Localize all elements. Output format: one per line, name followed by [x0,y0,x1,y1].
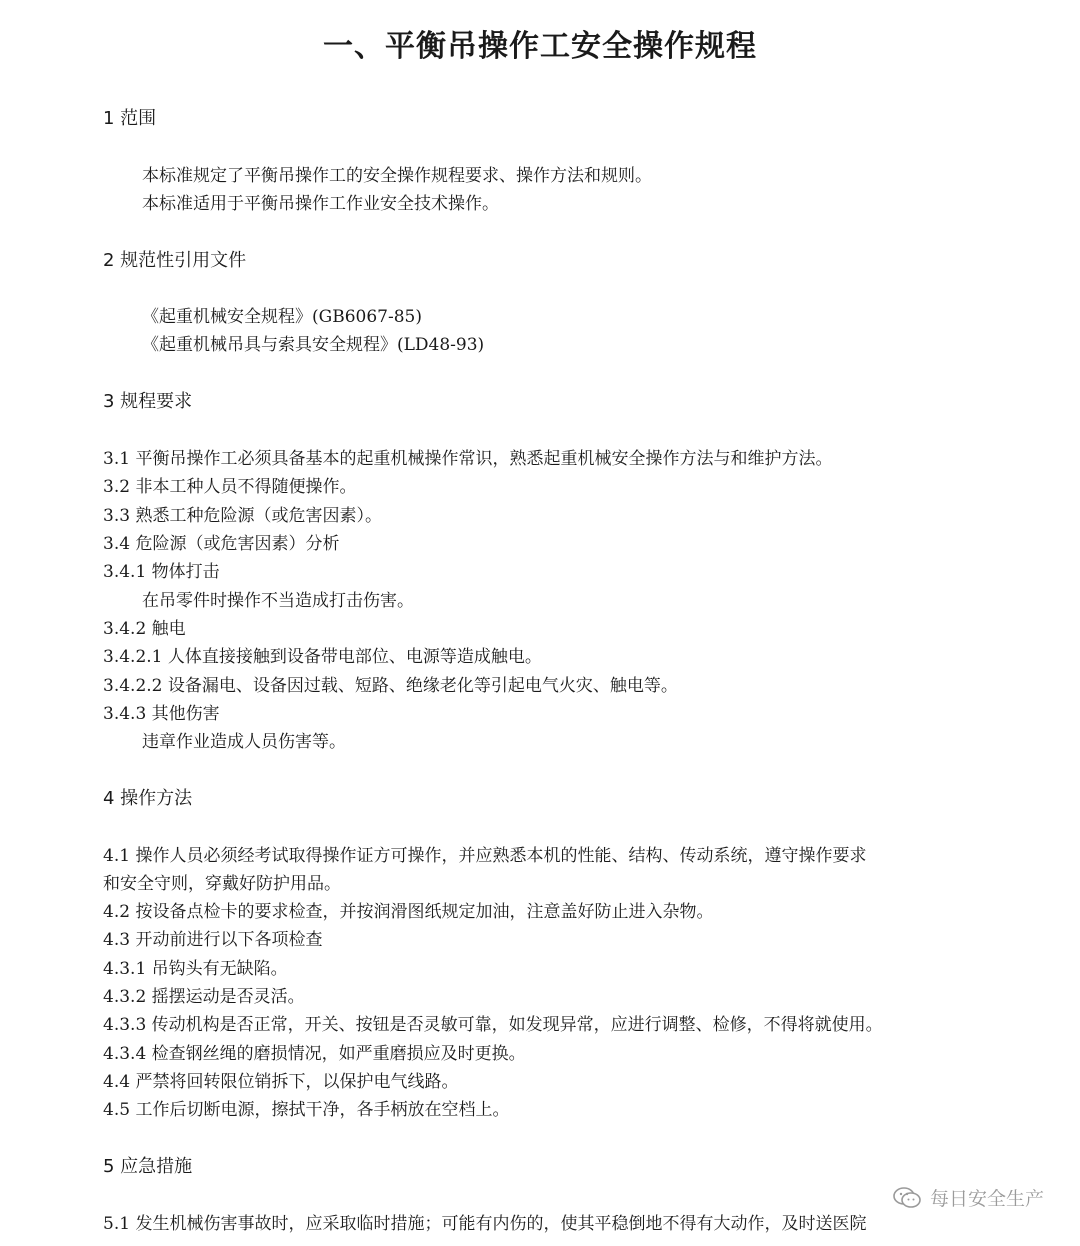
clause-line: 4.4 严禁将回转限位销拆下，以保护电气线路。 [103,1072,459,1092]
clause-line: 3.3 熟悉工种危险源（或危害因素）。 [103,506,382,526]
clause-line: 4.3.1 吊钩头有无缺陷。 [103,959,288,979]
page-title: 一、平衡吊操作工安全操作规程 [323,29,757,64]
clause-line: 5.1 发生机械伤害事故时，应采取临时措施；可能有内伤的，使其平稳倒地不得有大动作，及时送医院 [103,1214,867,1234]
section-5-heading: 5 应急措施 [103,1156,193,1177]
clause-line: 3.2 非本工种人员不得随便操作。 [103,477,357,497]
clause-line: 3.4.2.2 设备漏电、设备因过载、短路、绝缘老化等引起电气火灾、触电等。 [103,676,678,696]
clause-line: 3.4.2.1 人体直接接触到设备带电部位、电源等造成触电。 [103,647,542,667]
clause-line: 违章作业造成人员伤害等。 [142,732,346,752]
clause-line: 3.4.2 触电 [103,619,186,639]
wechat-icon [892,1185,922,1211]
reference-line: 《起重机械安全规程》(GB6067-85) [142,307,422,327]
watermark [892,1184,1044,1211]
section-3-heading: 3 规程要求 [103,391,193,412]
clause-line: 3.4.1 物体打击 [103,562,220,582]
watermark-text: 每日安全生产 [929,1188,1044,1210]
section-1-line: 本标准规定了平衡吊操作工的安全操作规程要求、操作方法和规则。 [142,166,652,186]
clause-line: 4.3.3 传动机构是否正常，开关、按钮是否灵敏可靠，如发现异常，应进行调整、检修，不得将就使用。 [103,1015,883,1035]
section-2-heading: 2 规范性引用文件 [103,250,247,271]
clause-line: 4.2 按设备点检卡的要求检查，并按润滑图纸规定加油，注意盖好防止进入杂物。 [103,902,714,922]
reference-line: 《起重机械吊具与索具安全规程》(LD48-93) [142,335,485,355]
clause-line: 3.4 危险源（或危害因素）分析 [103,534,340,554]
clause-line: 3.1 平衡吊操作工必须具备基本的起重机械操作常识，熟悉起重机械安全操作方法与和维护方法。 [103,449,833,469]
clause-line: 4.3.2 摇摆运动是否灵活。 [103,987,305,1007]
section-4-heading: 4 操作方法 [103,788,193,809]
clause-line: 4.5 工作后切断电源，擦拭干净，各手柄放在空档上。 [103,1100,510,1120]
section-1-heading: 1 范围 [103,108,157,129]
clause-line: 4.1 操作人员必须经考试取得操作证方可操作，并应熟悉本机的性能、结构、传动系统，遵守操作要求 [103,846,867,866]
clause-line: 3.4.3 其他伤害 [103,704,220,724]
section-1-line: 本标准适用于平衡吊操作工作业安全技术操作。 [142,194,499,214]
clause-line: 在吊零件时操作不当造成打击伤害。 [142,591,414,611]
clause-line: 和安全守则，穿戴好防护用品。 [103,874,341,894]
clause-line: 4.3 开动前进行以下各项检查 [103,930,323,950]
clause-line: 4.3.4 检查钢丝绳的磨损情况，如严重磨损应及时更换。 [103,1044,526,1064]
